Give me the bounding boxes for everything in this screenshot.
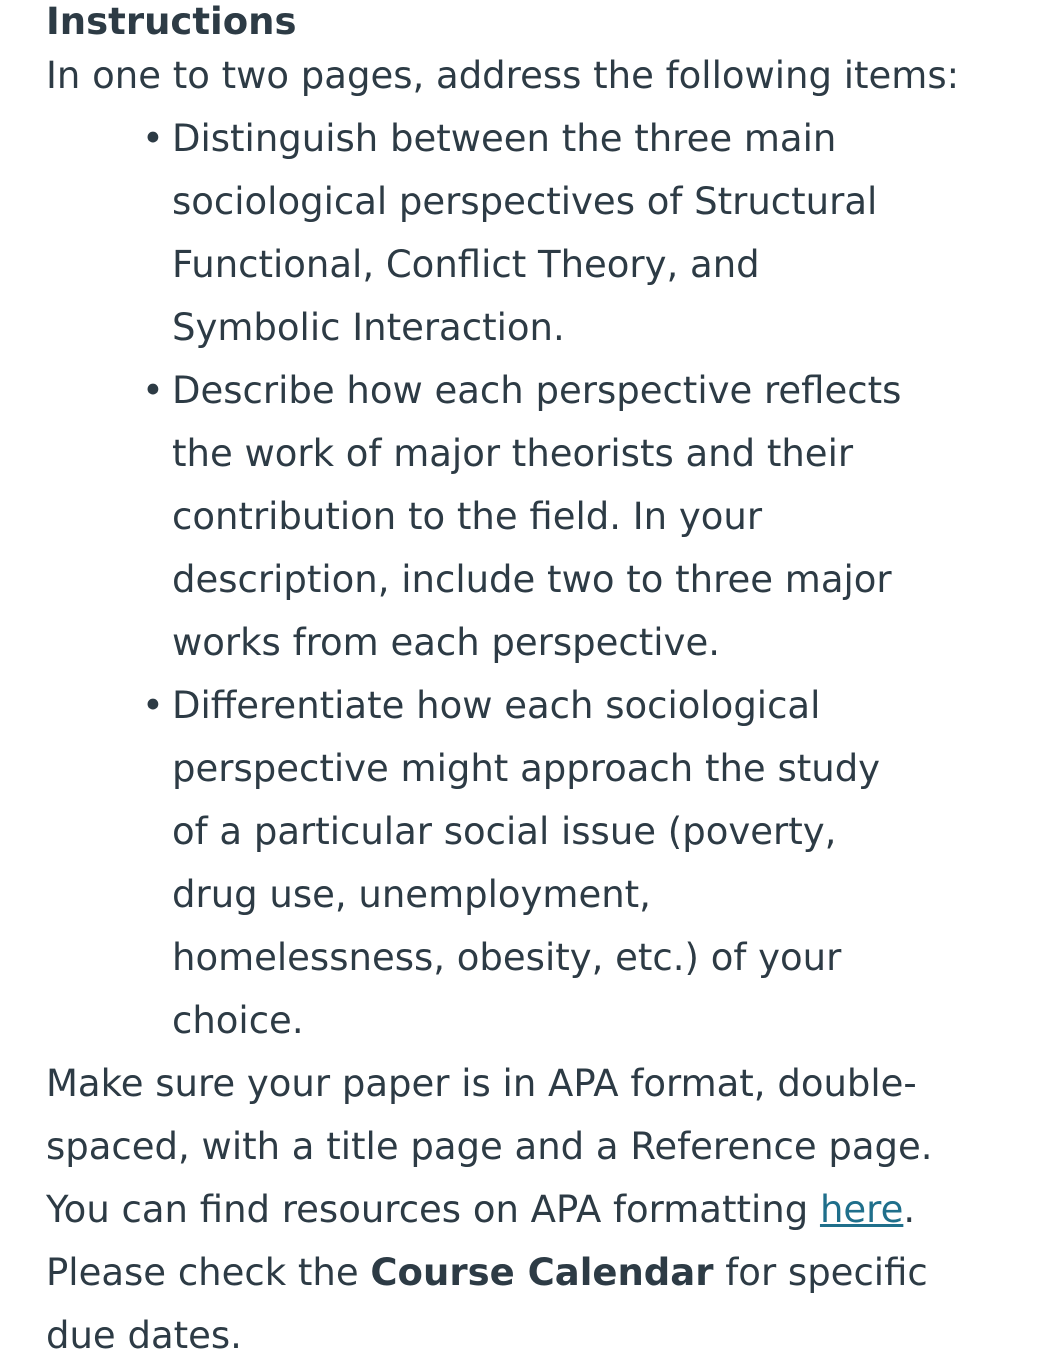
list-item [142, 359, 902, 674]
calendar-prefix: Please check the [46, 1251, 371, 1294]
resources-suffix: . [903, 1188, 916, 1231]
list-item [142, 107, 902, 359]
instructions-heading: Instructions [46, 0, 297, 43]
bullet-icon: • [142, 684, 164, 727]
course-calendar-label: Course Calendar [370, 1251, 714, 1294]
calendar-paragraph [46, 1241, 1006, 1367]
bullet-icon: • [142, 117, 164, 160]
instructions-section [46, 0, 1006, 1367]
format-note: Make sure your paper is in APA format, double-spaced, with a title page and a Reference page. [46, 1062, 933, 1168]
list-item-text: Describe how each perspective reflects the work of major theorists and their contribution to the field. In your description, include two to three major works from each perspective. [172, 369, 902, 664]
calendar-suffix: for specific due dates. [46, 1251, 928, 1357]
list-item [142, 674, 902, 1052]
bullet-icon: • [142, 369, 164, 412]
requirements-list [46, 107, 902, 1052]
list-item-text: Differentiate how each sociological perspective might approach the study of a particular social issue (poverty, drug use, unemployment, homelessness, obesity, etc.) of your choice. [172, 684, 881, 1042]
list-item-text: Distinguish between the three main sociological perspectives of Structural Functional, Conflict Theory, and Symbolic Interaction. [172, 117, 878, 349]
resources-prefix: You can find resources on APA formatting [46, 1188, 820, 1231]
resources-paragraph [46, 1178, 1006, 1241]
apa-resources-link[interactable]: here [819, 1188, 904, 1231]
intro-text: In one to two pages, address the following items: [46, 54, 960, 97]
